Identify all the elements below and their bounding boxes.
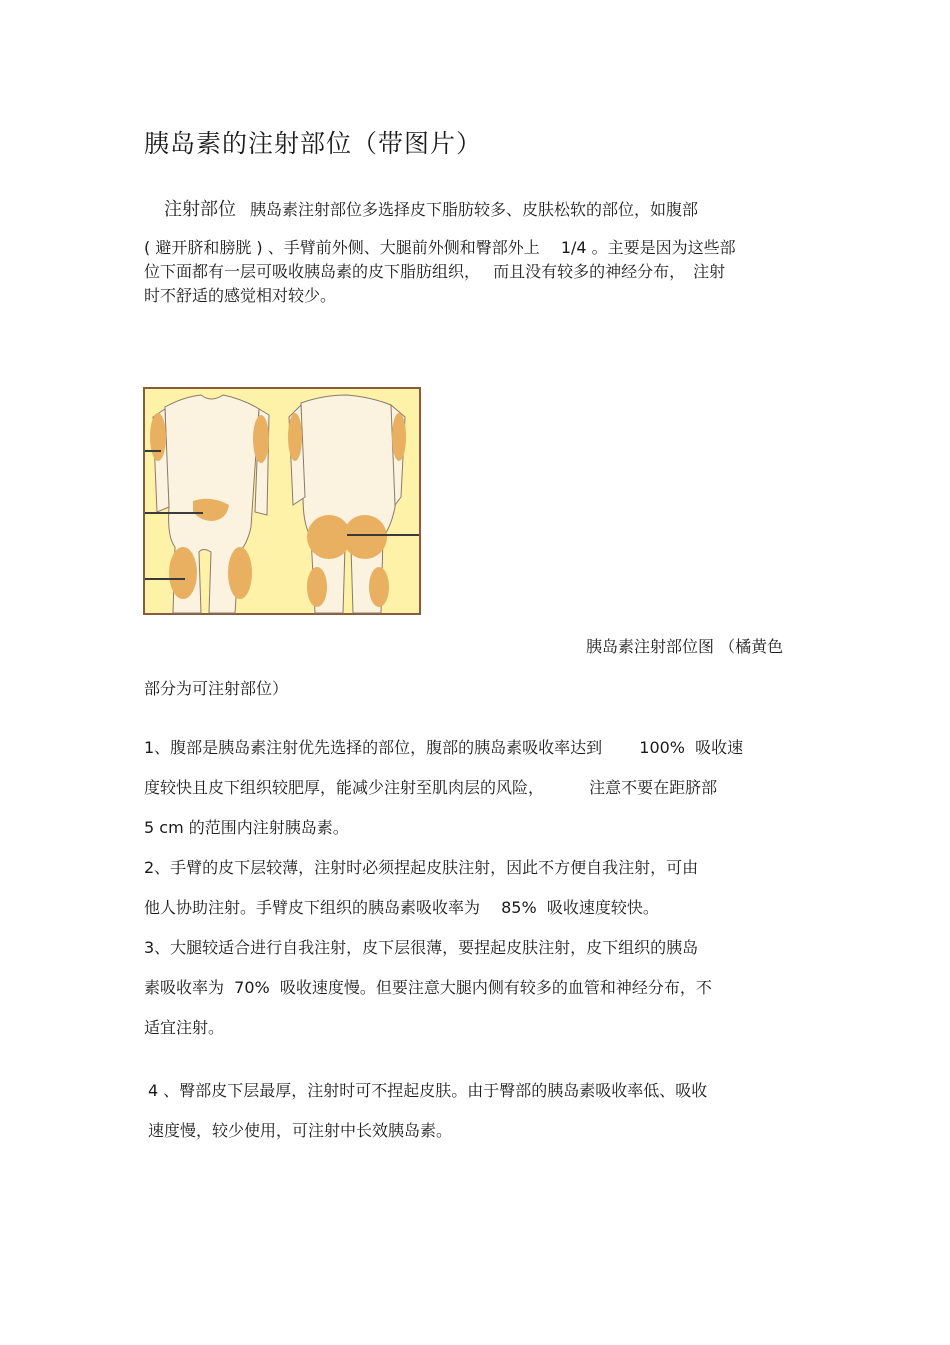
section-line: 度较快且皮下组织较肥厚，能减少注射至肌肉层的风险， 注意不要在距脐部 — [144, 778, 718, 797]
figure-caption-line-2: 部分为可注射部位） — [144, 679, 289, 698]
section-line: 2、手臂的皮下层较薄，注射时必须捏起皮肤注射，因此不方便自我注射，可由 — [144, 858, 699, 877]
front-left-arm-zone — [150, 413, 166, 461]
right-buttock-zone — [343, 515, 387, 559]
intro-line-2: ( 避开脐和膀胱 ) 、手臂前外侧、大腿前外侧和臀部外上 1/4 。主要是因为这些部 — [144, 238, 736, 257]
section-line: 他人协助注射。手臂皮下组织的胰岛素吸收率为 85% 吸收速度较快。 — [144, 898, 659, 917]
section-arm — [144, 855, 698, 935]
injection-sites-figure — [143, 387, 421, 615]
section-line: 适宜注射。 — [144, 1018, 225, 1037]
front-right-arm-zone — [253, 415, 269, 463]
intro-paragraph — [144, 198, 808, 308]
section-line: 3、大腿较适合进行自我注射，皮下层很薄，要捏起皮肤注射，皮下组织的胰岛 — [144, 938, 699, 957]
intro-text-1: 胰岛素注射部位多选择皮下脂肪较多、皮肤松软的部位，如腹部 — [250, 200, 699, 219]
section-line: 5 cm 的范围内注射胰岛素。 — [144, 818, 349, 837]
back-right-thigh-zone — [369, 567, 389, 607]
section-thigh — [144, 935, 712, 1055]
intro-line-3: 位下面都有一层可吸收胰岛素的皮下脂肪组织， 而且没有较多的神经分布， 注射 — [144, 262, 726, 281]
document-title: 胰岛素的注射部位（带图片） — [144, 129, 483, 158]
front-left-thigh-zone — [169, 547, 197, 599]
back-left-arm-zone — [288, 413, 302, 461]
section-line: 1、腹部是胰岛素注射优先选择的部位，腹部的胰岛素吸收率达到 100% 吸收速 — [144, 738, 744, 757]
figure-caption-line-1: 胰岛素注射部位图 （橘黄色 — [586, 637, 784, 656]
intro-lead: 注射部位 — [164, 199, 236, 220]
section-line: 速度慢，较少使用，可注射中长效胰岛素。 — [148, 1121, 453, 1140]
section-line: 素吸收率为 70% 吸收速度慢。但要注意大腿内侧有较多的血管和神经分布，不 — [144, 978, 712, 997]
section-abdomen — [144, 735, 743, 855]
back-left-thigh-zone — [307, 567, 327, 607]
intro-line-4: 时不舒适的感觉相对较少。 — [144, 286, 337, 305]
section-buttock — [148, 1078, 707, 1158]
intro-line-1 — [144, 198, 808, 222]
back-right-arm-zone — [392, 413, 406, 461]
front-right-thigh-zone — [228, 547, 252, 599]
section-line: 4 、臀部皮下层最厚，注射时可不捏起皮肤。由于臀部的胰岛素吸收率低、吸收 — [148, 1081, 708, 1100]
